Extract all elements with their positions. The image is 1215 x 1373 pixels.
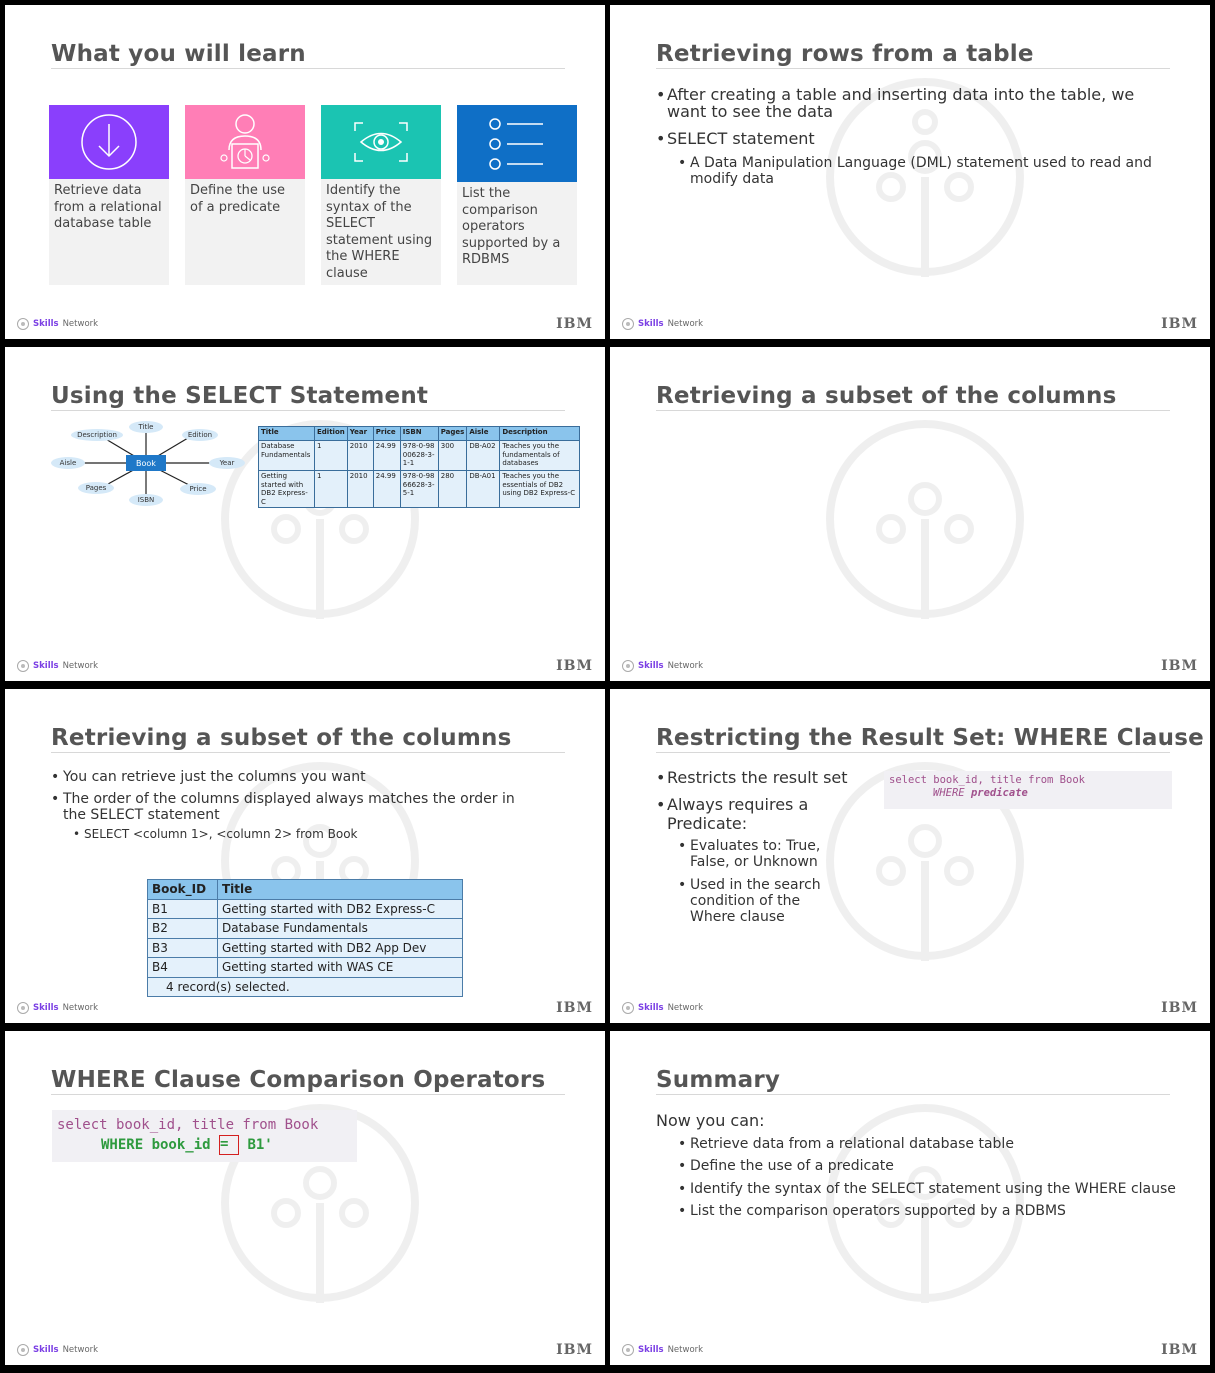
- bullet: • Restricts the result set: [656, 769, 886, 786]
- slide-title: Summary: [656, 1067, 1170, 1095]
- skills-network-icon: [622, 1344, 634, 1356]
- diagram-node: Title: [138, 423, 154, 431]
- bullet: • After creating a table and inserting data into the table, we want to see the data: [656, 86, 1176, 120]
- summary-intro: Now you can:: [656, 1111, 765, 1130]
- table-cell: 24.99: [373, 441, 400, 471]
- table-row: [148, 899, 463, 919]
- code-keyword: WHERE: [933, 787, 965, 799]
- learn-card-text: List the comparison operators supported by a RDBMS: [462, 186, 561, 267]
- skills-network-icon: [622, 318, 634, 330]
- table-header: Pages: [438, 427, 467, 441]
- table-row: [148, 919, 463, 939]
- skills-network-icon: [622, 1002, 634, 1014]
- sub-bullet: • Used in the search condition of the Where clause: [678, 877, 828, 925]
- ibm-logo: IBM: [556, 1342, 593, 1358]
- skills-network-logo: Skills Network: [17, 1344, 98, 1356]
- book-entity-diagram: [43, 419, 253, 519]
- ibm-logo: IBM: [556, 316, 593, 332]
- table-cell: 978-0-9866628-3-5-1: [400, 471, 438, 508]
- skills-network-icon: [622, 660, 634, 672]
- result-table: [147, 879, 463, 997]
- diagram-node: Price: [189, 485, 207, 493]
- learn-card-3: [321, 105, 441, 285]
- code-line: select book_id, title from Book: [889, 774, 1085, 786]
- table-cell: Teaches you the fundamentals of databases: [500, 441, 580, 471]
- ibm-logo: IBM: [1161, 658, 1198, 674]
- learn-card-text: Identify the syntax of the SELECT statement using the WHERE clause: [326, 183, 433, 281]
- table-cell: 978-0-9800628-3-1-1: [400, 441, 438, 471]
- diagram-node: Pages: [85, 484, 107, 492]
- table-header: Book_ID: [148, 880, 218, 900]
- summary-item: • Define the use of a predicate: [678, 1158, 1178, 1174]
- slide-using-select: [5, 347, 605, 681]
- watermark-tree-icon: [825, 409, 1025, 639]
- skills-network-logo: Skills Network: [17, 318, 98, 330]
- learn-card-2: [185, 105, 305, 285]
- slide-title: What you will learn: [51, 41, 565, 69]
- sub-bullet: • SELECT <column 1>, <column 2> from Book: [73, 826, 553, 843]
- skills-network-icon: [17, 1344, 29, 1356]
- diagram-node: Description: [77, 431, 117, 439]
- skills-network-icon: [17, 660, 29, 672]
- learn-card-1: [49, 105, 169, 285]
- table-cell: Getting started with DB2 Express-C: [218, 899, 463, 919]
- records-selected-footer: 4 record(s) selected.: [148, 977, 463, 997]
- diagram-node: Year: [219, 459, 235, 467]
- skills-network-icon: [17, 1002, 29, 1014]
- code-where: WHERE book_id: [101, 1137, 220, 1153]
- summary-item: • List the comparison operators supported by a RDBMS: [678, 1203, 1178, 1219]
- table-cell: Getting started with DB2 App Dev: [218, 938, 463, 958]
- skills-network-logo: Skills Network: [622, 1344, 703, 1356]
- download-icon: [79, 112, 139, 172]
- slide-retrieving-rows: [610, 5, 1210, 339]
- book-table: [258, 426, 580, 508]
- diagram-node: Aisle: [59, 459, 77, 467]
- slide-what-you-will-learn: [5, 5, 605, 339]
- skills-network-logo: Skills Network: [17, 1002, 98, 1014]
- table-row: [259, 471, 580, 508]
- table-cell: 24.99: [373, 471, 400, 508]
- slide-subset-columns-blank: [610, 347, 1210, 681]
- table-header: ISBN: [400, 427, 438, 441]
- table-cell: Getting started with DB2 Express-C: [259, 471, 315, 508]
- slide-subset-columns: [5, 689, 605, 1023]
- list-icon: [487, 114, 547, 174]
- table-cell: 1: [315, 441, 348, 471]
- slide-title: WHERE Clause Comparison Operators: [51, 1067, 565, 1095]
- bullet: • Always requires a Predicate:: [656, 795, 846, 833]
- slide-where-clause: [610, 689, 1210, 1023]
- skills-network-logo: Skills Network: [622, 660, 703, 672]
- code-block: [884, 771, 1172, 809]
- skills-network-logo: Skills Network: [622, 1002, 703, 1014]
- table-cell: 2010: [347, 441, 373, 471]
- table-cell: Teaches you the essentials of DB2 using DB2 Express-C: [500, 471, 580, 508]
- learn-card-4: [457, 105, 577, 285]
- table-cell: 280: [438, 471, 467, 508]
- skills-network-icon: [17, 318, 29, 330]
- table-cell: B3: [148, 938, 218, 958]
- table-cell: Database Fundamentals: [218, 919, 463, 939]
- table-row: [259, 441, 580, 471]
- ibm-logo: IBM: [1161, 1342, 1198, 1358]
- summary-item: • Retrieve data from a relational database table: [678, 1136, 1178, 1152]
- table-row: [148, 938, 463, 958]
- code-value: B1': [239, 1137, 273, 1153]
- table-cell: 300: [438, 441, 467, 471]
- table-cell: DB-A01: [467, 471, 500, 508]
- slide-comparison-operators: [5, 1031, 605, 1365]
- ibm-logo: IBM: [1161, 1000, 1198, 1016]
- ibm-logo: IBM: [556, 1000, 593, 1016]
- learn-card-text: Define the use of a predicate: [190, 183, 286, 215]
- table-cell: Database Fundamentals: [259, 441, 315, 471]
- slide-summary: [610, 1031, 1210, 1365]
- operator-highlight: =: [219, 1135, 239, 1155]
- diagram-center-label: Book: [136, 459, 156, 468]
- sub-bullet: • A Data Manipulation Language (DML) statement used to read and modify data: [678, 155, 1188, 187]
- ibm-logo: IBM: [556, 658, 593, 674]
- skills-network-logo: Skills Network: [17, 660, 98, 672]
- summary-item: • Identify the syntax of the SELECT statement using the WHERE clause: [678, 1181, 1198, 1197]
- bullet: • SELECT statement: [656, 130, 1176, 147]
- eye-scan-icon: [351, 119, 411, 165]
- table-cell: 1: [315, 471, 348, 508]
- table-header: Description: [500, 427, 580, 441]
- table-row: [148, 958, 463, 978]
- code-predicate: predicate: [970, 787, 1028, 799]
- diagram-node: ISBN: [137, 496, 155, 504]
- bullet: • The order of the columns displayed always matches the order in the SELECT statement: [51, 791, 531, 823]
- code-block: [52, 1110, 357, 1162]
- learn-card-text: Retrieve data from a relational database table: [54, 183, 162, 231]
- skills-network-logo: Skills Network: [622, 318, 703, 330]
- slide-title: Retrieving rows from a table: [656, 41, 1170, 69]
- slide-title: Restricting the Result Set: WHERE Clause: [656, 725, 1204, 751]
- ibm-logo: IBM: [1161, 316, 1198, 332]
- table-cell: Getting started with WAS CE: [218, 958, 463, 978]
- slide-title: Retrieving a subset of the columns: [51, 725, 565, 753]
- table-cell: B1: [148, 899, 218, 919]
- sub-bullet: • Evaluates to: True, False, or Unknown: [678, 838, 858, 870]
- bullet: • You can retrieve just the columns you want: [51, 769, 551, 785]
- table-header: Price: [373, 427, 400, 441]
- slide-title: Retrieving a subset of the columns: [656, 383, 1170, 411]
- table-header: Aisle: [467, 427, 500, 441]
- presenter-icon: [215, 110, 275, 174]
- table-cell: 2010: [347, 471, 373, 508]
- table-cell: DB-A02: [467, 441, 500, 471]
- diagram-node: Edition: [187, 431, 213, 439]
- table-header: Year: [347, 427, 373, 441]
- table-header: Title: [218, 880, 463, 900]
- code-line: select book_id, title from Book: [57, 1117, 319, 1133]
- slide-title: Using the SELECT Statement: [51, 383, 565, 411]
- table-header: Title: [259, 427, 315, 441]
- table-header: Edition: [315, 427, 348, 441]
- table-cell: B4: [148, 958, 218, 978]
- table-cell: B2: [148, 919, 218, 939]
